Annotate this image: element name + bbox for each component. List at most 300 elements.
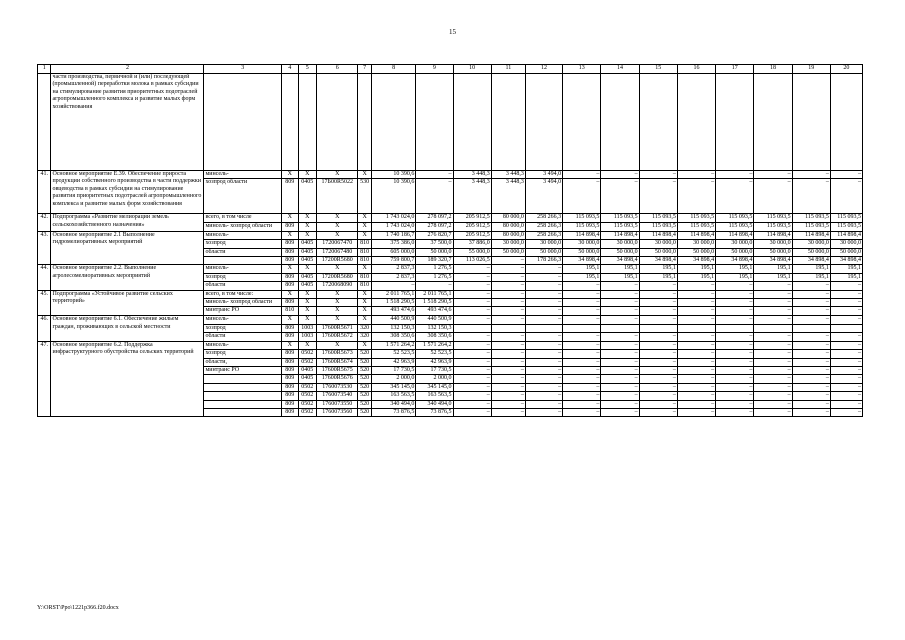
value-cell: –: [754, 307, 792, 316]
value-cell: –: [639, 366, 677, 374]
value-cell: 115 093,5: [601, 214, 639, 222]
value-cell: –: [563, 282, 601, 290]
value-cell: 1 571 264,2: [371, 341, 415, 349]
value-cell: 759 800,7: [371, 257, 415, 265]
value-cell: –: [416, 171, 453, 179]
value-cell: 114 898,4: [563, 231, 601, 239]
value-cell: 114 898,4: [792, 231, 830, 239]
value-cell: X: [281, 341, 298, 349]
value-cell: 115 093,5: [754, 214, 792, 222]
value-cell: [639, 324, 677, 332]
value-cell: –: [453, 383, 491, 391]
value-cell: –: [830, 179, 862, 214]
value-cell: X: [317, 214, 358, 222]
value-cell: –: [453, 341, 491, 349]
value-cell: –: [563, 299, 601, 307]
value-cell: X: [358, 222, 371, 231]
value-cell: –: [677, 307, 715, 316]
value-cell: X: [358, 290, 371, 298]
row-number: 43.: [38, 231, 51, 265]
value-cell: –: [525, 290, 562, 298]
value-cell: 114 898,4: [639, 231, 677, 239]
table-row: [38, 265, 863, 273]
value-cell: –: [716, 179, 754, 214]
value-cell: –: [716, 375, 754, 383]
value-cell: 55 000,0: [453, 248, 491, 256]
value-cell: 163 563,5: [371, 392, 415, 400]
value-cell: 308 350,6: [416, 333, 453, 341]
value-cell: –: [830, 282, 862, 290]
value-cell: X: [317, 341, 358, 349]
value-cell: X: [358, 171, 371, 179]
value-cell: –: [491, 375, 525, 383]
value-cell: –: [601, 299, 639, 307]
value-cell: 520: [358, 400, 371, 408]
value-cell: –: [716, 282, 754, 290]
value-cell: 605 000,0: [371, 248, 415, 256]
executor-cell: всего, в том числе: [204, 214, 282, 222]
value-cell: 340 494,0: [416, 400, 453, 408]
value-cell: –: [792, 171, 830, 179]
value-cell: 115 093,5: [601, 222, 639, 231]
value-cell: 809: [281, 248, 298, 256]
value-cell: –: [792, 341, 830, 349]
value-cell: –: [677, 171, 715, 179]
value-cell: 520: [358, 375, 371, 383]
value-cell: 0502: [298, 408, 317, 416]
value-cell: –: [792, 358, 830, 366]
value-cell: 114 898,4: [830, 231, 862, 239]
value-cell: 1760073540: [317, 392, 358, 400]
value-cell: 30 000,0: [677, 240, 715, 248]
header-cell: 4: [281, 65, 298, 74]
header-row: [38, 65, 863, 74]
value-cell: –: [525, 366, 562, 374]
value-cell: 308 350,6: [371, 333, 415, 341]
value-cell: –: [491, 333, 525, 341]
value-cell: X: [281, 231, 298, 239]
value-cell: 809: [281, 358, 298, 366]
value-cell: –: [563, 400, 601, 408]
executor-cell: хозпрод области: [204, 179, 282, 214]
value-cell: –: [830, 333, 862, 341]
value-cell: 50 000,0: [563, 248, 601, 256]
value-cell: 34 898,4: [639, 257, 677, 265]
value-cell: X: [298, 171, 317, 179]
value-cell: 42 963,9: [416, 358, 453, 366]
value-cell: –: [754, 290, 792, 298]
value-cell: 809: [281, 222, 298, 231]
value-cell: 3 494,0: [525, 171, 562, 179]
value-cell: –: [563, 375, 601, 383]
item-description: части производства, первичной и (или) последующей (промышленной) переработки молока в рамках субсидии на стимулирование развития приоритетных подотраслей агропромышленного комплекса и развитие малых форм хозяйствования: [51, 74, 204, 171]
value-cell: –: [830, 383, 862, 391]
value-cell: 278 097,2: [416, 222, 453, 231]
value-cell: 320: [358, 324, 371, 332]
empty-cell: [525, 74, 562, 171]
value-cell: –: [491, 358, 525, 366]
value-cell: –: [453, 282, 491, 290]
value-cell: 3 494,0: [525, 179, 562, 214]
value-cell: 50 000,0: [677, 248, 715, 256]
value-cell: –: [601, 290, 639, 298]
value-cell: –: [677, 408, 715, 416]
table-row: [38, 316, 863, 324]
value-cell: 114 898,4: [716, 231, 754, 239]
value-cell: 115 093,5: [677, 214, 715, 222]
item-description: Подпрограмма «Устойчивое развитие сельских территорий»: [51, 290, 204, 316]
header-cell: 3: [204, 65, 282, 74]
executor-cell: хозпрод: [204, 273, 282, 281]
value-cell: X: [281, 316, 298, 324]
value-cell: –: [601, 179, 639, 214]
value-cell: 0502: [298, 383, 317, 391]
value-cell: [563, 324, 601, 332]
value-cell: –: [639, 333, 677, 341]
value-cell: 50 000,0: [491, 248, 525, 256]
empty-cell: [639, 74, 677, 171]
header-cell: 5: [298, 65, 317, 74]
budget-table: [37, 64, 863, 417]
value-cell: –: [453, 299, 491, 307]
value-cell: 1720068090: [317, 282, 358, 290]
value-cell: [792, 324, 830, 332]
value-cell: –: [416, 179, 453, 214]
value-cell: 114 898,4: [754, 231, 792, 239]
value-cell: 809: [281, 324, 298, 332]
header-cell: 12: [525, 65, 562, 74]
value-cell: 50 000,0: [639, 248, 677, 256]
value-cell: –: [601, 316, 639, 324]
value-cell: –: [792, 316, 830, 324]
row-number: 47.: [38, 341, 51, 417]
value-cell: 10 390,6: [371, 171, 415, 179]
value-cell: –: [491, 400, 525, 408]
executor-cell: минсель-: [204, 231, 282, 239]
executor-cell: минсель-: [204, 316, 282, 324]
value-cell: 195,1: [716, 265, 754, 273]
value-cell: 809: [281, 257, 298, 265]
item-description: Основное мероприятие 6.1. Обеспечение жильем граждан, проживающих в сельской местности: [51, 316, 204, 341]
value-cell: 195,1: [563, 273, 601, 281]
value-cell: 73 876,5: [416, 408, 453, 416]
value-cell: 809: [281, 179, 298, 214]
value-cell: –: [677, 375, 715, 383]
value-cell: –: [716, 400, 754, 408]
value-cell: –: [716, 383, 754, 391]
value-cell: –: [601, 333, 639, 341]
value-cell: –: [754, 316, 792, 324]
value-cell: –: [563, 358, 601, 366]
value-cell: –: [792, 282, 830, 290]
header-cell: 10: [453, 65, 491, 74]
value-cell: X: [317, 265, 358, 273]
value-cell: –: [563, 316, 601, 324]
value-cell: –: [754, 171, 792, 179]
value-cell: –: [453, 400, 491, 408]
executor-cell: области: [204, 282, 282, 290]
value-cell: –: [491, 350, 525, 358]
value-cell: 195,1: [792, 265, 830, 273]
item-description: Основное мероприятие 6.2. Поддержка инфраструктурного обустройства сельских территорий: [51, 341, 204, 417]
value-cell: 17600R5671: [317, 324, 358, 332]
value-cell: X: [358, 307, 371, 316]
header-cell: 15: [639, 65, 677, 74]
value-cell: –: [677, 179, 715, 214]
value-cell: –: [639, 350, 677, 358]
value-cell: –: [563, 171, 601, 179]
value-cell: X: [317, 222, 358, 231]
page-number: 15: [449, 28, 456, 36]
value-cell: 0405: [298, 375, 317, 383]
value-cell: –: [792, 333, 830, 341]
value-cell: 320: [358, 333, 371, 341]
value-cell: 37 886,0: [453, 240, 491, 248]
executor-cell: хозпрод: [204, 240, 282, 248]
value-cell: 52 523,5: [371, 350, 415, 358]
value-cell: –: [491, 299, 525, 307]
value-cell: 30 000,0: [792, 240, 830, 248]
value-cell: –: [830, 375, 862, 383]
value-cell: 195,1: [830, 265, 862, 273]
value-cell: –: [491, 316, 525, 324]
value-cell: –: [563, 333, 601, 341]
value-cell: –: [601, 358, 639, 366]
empty-cell: [563, 74, 601, 171]
header-cell: 7: [358, 65, 371, 74]
value-cell: 810: [358, 273, 371, 281]
value-cell: 493 474,6: [416, 307, 453, 316]
value-cell: 195,1: [716, 273, 754, 281]
value-cell: –: [601, 392, 639, 400]
value-cell: 132 150,3: [371, 324, 415, 332]
value-cell: –: [563, 366, 601, 374]
value-cell: 115 093,5: [830, 214, 862, 222]
table-row: [38, 231, 863, 239]
value-cell: 440 500,9: [371, 316, 415, 324]
value-cell: –: [792, 392, 830, 400]
value-cell: 809: [281, 408, 298, 416]
value-cell: 809: [281, 383, 298, 391]
value-cell: –: [677, 358, 715, 366]
value-cell: –: [830, 366, 862, 374]
value-cell: 0502: [298, 400, 317, 408]
value-cell: 195,1: [677, 265, 715, 273]
value-cell: X: [358, 299, 371, 307]
value-cell: 113 026,5: [453, 257, 491, 265]
value-cell: 440 500,9: [416, 316, 453, 324]
continuation-row: [38, 74, 863, 171]
value-cell: –: [525, 307, 562, 316]
value-cell: X: [281, 214, 298, 222]
value-cell: [491, 324, 525, 332]
value-cell: –: [491, 265, 525, 273]
value-cell: 115 093,5: [792, 214, 830, 222]
value-cell: 30 000,0: [601, 240, 639, 248]
value-cell: 205 912,5: [453, 214, 491, 222]
value-cell: 114 898,4: [677, 231, 715, 239]
value-cell: 1 743 024,0: [371, 222, 415, 231]
executor-cell: области,: [204, 358, 282, 366]
value-cell: 17 730,5: [416, 366, 453, 374]
value-cell: –: [830, 307, 862, 316]
value-cell: 205 912,5: [453, 231, 491, 239]
item-description: Основное мероприятие Е.39. Обеспечение прироста продукции собственного производства в части поддержки овцеводства в рамках субсидии на стимулирование развития приоритетных подотраслей агропромышленного комплекса и развитие малых форм хозяйствования: [51, 171, 204, 214]
executor-cell: минсель-: [204, 265, 282, 273]
value-cell: –: [601, 282, 639, 290]
value-cell: –: [830, 358, 862, 366]
value-cell: –: [639, 171, 677, 179]
value-cell: 115 093,5: [716, 214, 754, 222]
value-cell: –: [792, 307, 830, 316]
value-cell: –: [716, 333, 754, 341]
value-cell: X: [298, 316, 317, 324]
header-cell: 1: [38, 65, 51, 74]
value-cell: –: [677, 299, 715, 307]
value-cell: 50 000,0: [416, 248, 453, 256]
row-number: 44.: [38, 265, 51, 290]
value-cell: –: [754, 366, 792, 374]
value-cell: –: [563, 392, 601, 400]
value-cell: –: [716, 307, 754, 316]
table-row: [38, 214, 863, 222]
empty-cell: [491, 74, 525, 171]
value-cell: –: [677, 290, 715, 298]
value-cell: –: [677, 350, 715, 358]
value-cell: 115 093,5: [792, 222, 830, 231]
header-cell: 17: [716, 65, 754, 74]
value-cell: 80 000,0: [491, 231, 525, 239]
value-cell: –: [716, 350, 754, 358]
value-cell: 30 000,0: [563, 240, 601, 248]
value-cell: –: [677, 316, 715, 324]
value-cell: 520: [358, 358, 371, 366]
value-cell: –: [677, 366, 715, 374]
value-cell: 520: [358, 350, 371, 358]
value-cell: 195,1: [601, 265, 639, 273]
value-cell: 809: [281, 392, 298, 400]
value-cell: –: [830, 299, 862, 307]
value-cell: 1720067470: [317, 240, 358, 248]
value-cell: X: [358, 231, 371, 239]
value-cell: –: [830, 392, 862, 400]
value-cell: 1760073550: [317, 400, 358, 408]
value-cell: –: [563, 408, 601, 416]
empty-cell: [677, 74, 715, 171]
executor-cell: [204, 392, 282, 400]
value-cell: –: [716, 392, 754, 400]
value-cell: 115 093,5: [716, 222, 754, 231]
value-cell: 0502: [298, 392, 317, 400]
value-cell: 34 898,4: [716, 257, 754, 265]
value-cell: 195,1: [677, 273, 715, 281]
value-cell: 810: [281, 307, 298, 316]
value-cell: 1 743 024,0: [371, 214, 415, 222]
value-cell: –: [792, 350, 830, 358]
value-cell: –: [453, 358, 491, 366]
value-cell: X: [281, 290, 298, 298]
value-cell: –: [525, 375, 562, 383]
value-cell: 809: [281, 299, 298, 307]
value-cell: 1760073560: [317, 408, 358, 416]
value-cell: 50 000,0: [601, 248, 639, 256]
value-cell: –: [639, 316, 677, 324]
value-cell: X: [298, 307, 317, 316]
value-cell: X: [298, 214, 317, 222]
value-cell: 30 000,0: [525, 240, 562, 248]
value-cell: –: [792, 400, 830, 408]
header-cell: 20: [830, 65, 862, 74]
value-cell: 1 276,5: [416, 273, 453, 281]
value-cell: 30 000,0: [830, 240, 862, 248]
value-cell: –: [677, 282, 715, 290]
header-cell: 13: [563, 65, 601, 74]
header-cell: 2: [51, 65, 204, 74]
value-cell: –: [754, 341, 792, 349]
value-cell: 189 320,7: [416, 257, 453, 265]
value-cell: 195,1: [830, 273, 862, 281]
value-cell: 2 837,3: [371, 265, 415, 273]
header-cell: 11: [491, 65, 525, 74]
value-cell: 132 150,3: [416, 324, 453, 332]
value-cell: 2 837,3: [371, 273, 415, 281]
value-cell: –: [601, 408, 639, 416]
value-cell: 1003: [298, 324, 317, 332]
value-cell: [830, 324, 862, 332]
value-cell: 195,1: [601, 273, 639, 281]
empty-cell: [453, 74, 491, 171]
value-cell: 1760073530: [317, 383, 358, 391]
value-cell: –: [639, 408, 677, 416]
item-description: Основное мероприятие 2.1 Выполнение гидромелиоративных мероприятий: [51, 231, 204, 265]
header-cell: 18: [754, 65, 792, 74]
value-cell: 258 266,3: [525, 231, 562, 239]
value-cell: –: [716, 316, 754, 324]
value-cell: –: [639, 307, 677, 316]
value-cell: –: [601, 366, 639, 374]
table-row: [38, 341, 863, 349]
value-cell: X: [317, 171, 358, 179]
value-cell: 520: [358, 383, 371, 391]
value-cell: –: [639, 383, 677, 391]
value-cell: 163 563,5: [416, 392, 453, 400]
value-cell: –: [830, 171, 862, 179]
value-cell: –: [639, 341, 677, 349]
value-cell: 375 386,0: [371, 240, 415, 248]
value-cell: 115 093,5: [563, 222, 601, 231]
value-cell: 810: [358, 248, 371, 256]
executor-cell: [204, 257, 282, 265]
value-cell: 3 448,3: [491, 179, 525, 214]
value-cell: 17600R5674: [317, 358, 358, 366]
value-cell: –: [491, 392, 525, 400]
empty-cell: [792, 74, 830, 171]
value-cell: 50 000,0: [716, 248, 754, 256]
value-cell: [525, 324, 562, 332]
executor-cell: [204, 383, 282, 391]
value-cell: –: [792, 290, 830, 298]
value-cell: 3 448,3: [491, 171, 525, 179]
executor-cell: минтранс РО: [204, 307, 282, 316]
value-cell: –: [754, 358, 792, 366]
value-cell: 34 898,4: [830, 257, 862, 265]
value-cell: –: [716, 341, 754, 349]
value-cell: –: [830, 316, 862, 324]
executor-cell: [204, 400, 282, 408]
value-cell: –: [754, 408, 792, 416]
executor-cell: минсель-: [204, 341, 282, 349]
row-number: 41.: [38, 171, 51, 214]
